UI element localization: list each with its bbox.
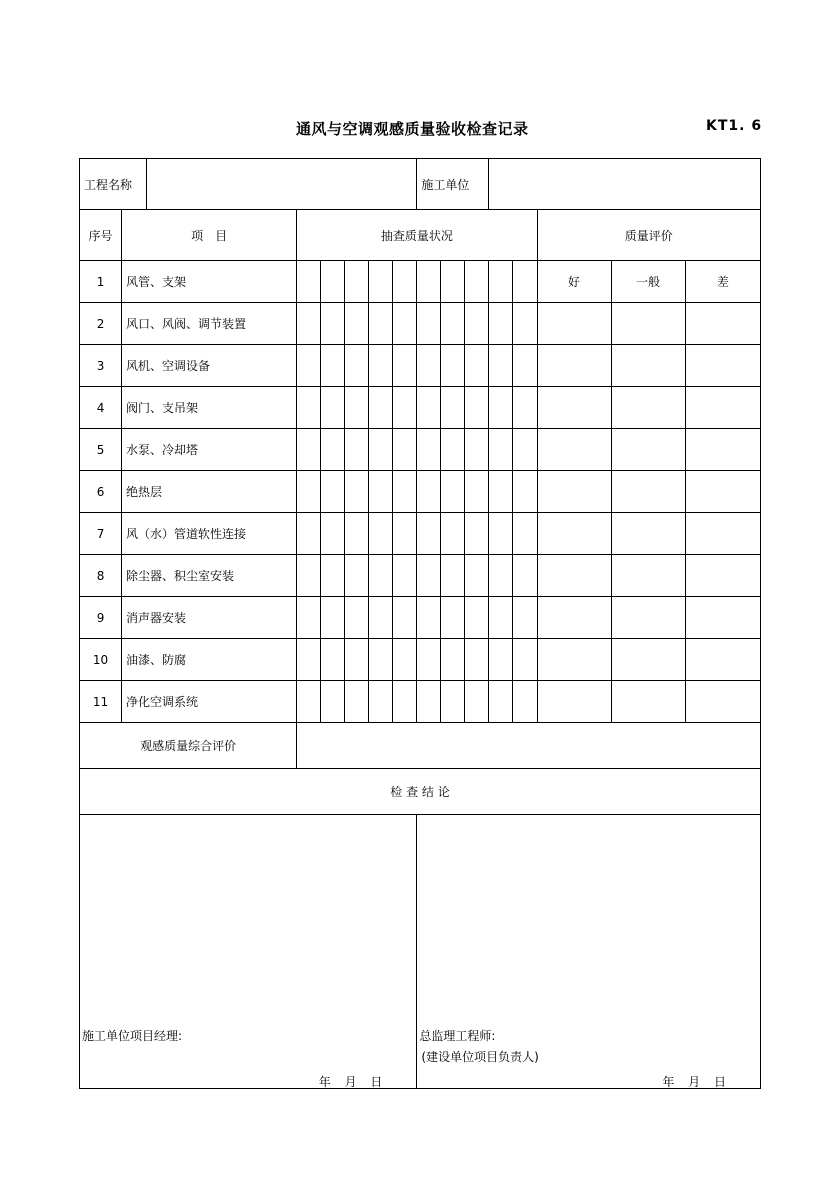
inspection-cell[interactable] [513,345,537,387]
project-manager-label: 施工单位项目经理: [82,1029,183,1043]
row-number: 4 [80,387,122,429]
inspection-cell[interactable] [489,261,513,303]
inspection-cell[interactable] [465,597,489,639]
inspection-cell[interactable] [441,555,465,597]
inspection-cell[interactable] [417,513,441,555]
inspection-cell[interactable] [393,639,417,681]
evaluation-average-cell[interactable] [611,303,685,345]
inspection-cell[interactable] [345,345,369,387]
inspection-cell[interactable] [465,429,489,471]
inspection-cell[interactable] [513,513,537,555]
inspection-cell[interactable] [489,471,513,513]
owner-representative-label: (建设单位项目负责人) [421,1050,539,1064]
table-row [80,513,761,555]
inspection-cell[interactable] [297,471,321,513]
inspection-cell[interactable] [297,513,321,555]
inspection-cell[interactable] [321,261,345,303]
row-item: 净化空调系统 [122,681,297,723]
evaluation-good-cell[interactable] [537,303,611,345]
row-number: 1 [80,261,122,303]
row-item: 风口、风阀、调节装置 [122,303,297,345]
row-number: 9 [80,597,122,639]
evaluation-good-cell[interactable] [537,597,611,639]
inspection-cell[interactable] [297,597,321,639]
inspection-cell[interactable] [369,639,393,681]
inspection-cell[interactable] [369,303,393,345]
inspection-cell[interactable] [321,429,345,471]
table-row [80,345,761,387]
row-item: 除尘器、积尘室安装 [122,555,297,597]
inspection-cell[interactable] [417,303,441,345]
evaluation-poor-cell[interactable] [685,555,760,597]
table-row [80,555,761,597]
inspection-cell[interactable] [441,471,465,513]
inspection-cell[interactable] [465,681,489,723]
inspection-cell[interactable] [321,303,345,345]
table-row [80,681,761,723]
inspection-cell[interactable] [297,429,321,471]
inspection-cell[interactable] [465,261,489,303]
inspection-cell[interactable] [513,303,537,345]
project-info-row [80,159,761,210]
inspection-cell[interactable] [393,261,417,303]
left-date: 年 月 日 [318,1075,383,1089]
inspection-cell[interactable] [393,597,417,639]
inspection-cell[interactable] [345,597,369,639]
construction-signature-area[interactable] [80,815,417,1089]
inspection-cell[interactable] [297,681,321,723]
inspection-cell[interactable] [369,345,393,387]
inspection-cell[interactable] [321,471,345,513]
inspection-cell[interactable] [297,387,321,429]
summary-field[interactable] [297,723,761,769]
project-name-label: 工程名称 [80,159,147,210]
inspection-cell[interactable] [393,345,417,387]
inspection-cell[interactable] [393,555,417,597]
table-row [80,387,761,429]
conclusion-label: 检 查 结 论 [80,769,761,815]
row-item: 风管、支架 [122,261,297,303]
form-code: KT1. 6 [706,118,763,134]
inspection-cell[interactable] [345,681,369,723]
seq-header: 序号 [80,210,122,261]
inspection-cell[interactable] [513,555,537,597]
form-title: 通风与空调观感质量验收检查记录 [296,120,529,138]
inspection-cell[interactable] [513,639,537,681]
inspection-cell[interactable] [297,639,321,681]
inspection-cell[interactable] [369,261,393,303]
inspection-cell[interactable] [345,261,369,303]
row-item: 水泵、冷却塔 [122,429,297,471]
inspection-cell[interactable] [369,387,393,429]
row-number: 2 [80,303,122,345]
inspection-cell[interactable] [417,471,441,513]
inspection-cell[interactable] [417,387,441,429]
inspection-cell[interactable] [345,471,369,513]
inspection-cell[interactable] [369,429,393,471]
evaluation-average-cell[interactable] [611,387,685,429]
inspection-cell[interactable] [513,261,537,303]
evaluation-poor-cell[interactable] [685,597,760,639]
inspection-cell[interactable] [321,639,345,681]
evaluation-good-cell[interactable] [537,345,611,387]
table-row [80,261,761,303]
inspection-cell[interactable] [513,597,537,639]
inspection-cell[interactable] [369,597,393,639]
inspection-cell[interactable] [465,639,489,681]
inspection-cell[interactable] [393,429,417,471]
row-number: 8 [80,555,122,597]
inspection-cell[interactable] [441,429,465,471]
inspection-cell[interactable] [489,429,513,471]
inspection-cell[interactable] [417,429,441,471]
evaluation-average-cell[interactable] [611,513,685,555]
table-row [80,639,761,681]
inspection-cell[interactable] [441,513,465,555]
inspection-cell[interactable] [513,471,537,513]
inspection-cell[interactable] [465,387,489,429]
inspection-cell[interactable] [417,681,441,723]
supervisor-signature-area[interactable] [417,815,761,1089]
evaluation-average-cell[interactable] [611,429,685,471]
inspection-cell[interactable] [369,471,393,513]
row-item: 阀门、支吊架 [122,387,297,429]
evaluation-average-cell[interactable] [611,471,685,513]
summary-row [80,723,761,769]
inspection-cell[interactable] [441,387,465,429]
row-item: 油漆、防腐 [122,639,297,681]
inspection-cell[interactable] [513,387,537,429]
evaluation-average-cell[interactable] [611,681,685,723]
inspection-cell[interactable] [465,345,489,387]
evaluation-poor-cell[interactable] [685,429,760,471]
inspection-cell[interactable] [441,681,465,723]
table-row [80,597,761,639]
inspection-cell[interactable] [345,303,369,345]
inspection-cell[interactable] [297,345,321,387]
inspection-cell[interactable] [465,555,489,597]
inspection-cell[interactable] [321,597,345,639]
inspection-cell[interactable] [297,303,321,345]
row-number: 7 [80,513,122,555]
inspection-cell[interactable] [441,639,465,681]
evaluation-poor-cell[interactable] [685,513,760,555]
inspection-cell[interactable] [321,387,345,429]
row-number: 6 [80,471,122,513]
chief-supervisor-label: 总监理工程师: [419,1029,496,1043]
signature-row [80,815,761,1089]
construction-unit-label: 施工单位 [417,159,489,210]
row-number: 10 [80,639,122,681]
evaluation-poor-cell[interactable] [685,471,760,513]
table-row [80,471,761,513]
evaluation-poor: 差 [685,261,760,303]
evaluation-good-cell[interactable] [537,513,611,555]
inspection-cell[interactable] [489,387,513,429]
evaluation-good: 好 [537,261,611,303]
inspection-cell[interactable] [489,555,513,597]
evaluation-header: 质量评价 [537,210,761,261]
inspection-cell[interactable] [345,555,369,597]
inspection-cell[interactable] [465,471,489,513]
inspection-cell[interactable] [441,597,465,639]
inspection-cell[interactable] [321,555,345,597]
inspection-form-table [79,158,761,1089]
inspection-cell[interactable] [321,345,345,387]
evaluation-poor-cell[interactable] [685,681,760,723]
conclusion-row [80,769,761,815]
evaluation-good-cell[interactable] [537,471,611,513]
inspection-cell[interactable] [489,597,513,639]
inspection-cell[interactable] [513,681,537,723]
evaluation-poor-cell[interactable] [685,639,760,681]
item-header: 项 目 [122,210,297,261]
inspection-cell[interactable] [441,261,465,303]
inspection-cell[interactable] [489,303,513,345]
row-number: 11 [80,681,122,723]
inspection-cell[interactable] [369,513,393,555]
inspection-cell[interactable] [417,555,441,597]
column-header-row [80,210,761,261]
evaluation-average-cell[interactable] [611,597,685,639]
row-number: 5 [80,429,122,471]
inspection-cell[interactable] [393,303,417,345]
inspection-cell[interactable] [369,681,393,723]
inspection-cell[interactable] [297,261,321,303]
inspection-cell[interactable] [465,303,489,345]
evaluation-average-cell[interactable] [611,345,685,387]
inspection-cell[interactable] [417,345,441,387]
inspection-cell[interactable] [393,513,417,555]
inspection-cell[interactable] [321,681,345,723]
row-number: 3 [80,345,122,387]
row-item: 风机、空调设备 [122,345,297,387]
right-date: 年 月 日 [662,1075,726,1089]
inspection-cell[interactable] [417,597,441,639]
evaluation-average-cell[interactable] [611,639,685,681]
inspection-cell[interactable] [441,345,465,387]
inspection-cell[interactable] [321,513,345,555]
inspection-cell[interactable] [489,639,513,681]
inspection-cell[interactable] [345,513,369,555]
row-item: 风（水）管道软性连接 [122,513,297,555]
inspection-cell[interactable] [489,345,513,387]
inspection-cell[interactable] [297,555,321,597]
inspection-cell[interactable] [393,387,417,429]
inspection-cell[interactable] [345,387,369,429]
construction-unit-field[interactable] [489,159,761,210]
evaluation-good-cell[interactable] [537,429,611,471]
inspection-cell[interactable] [489,681,513,723]
inspection-header: 抽查质量状况 [297,210,537,261]
summary-label: 观感质量综合评价 [80,723,297,769]
inspection-cell[interactable] [345,429,369,471]
inspection-cell[interactable] [465,513,489,555]
inspection-cell[interactable] [345,639,369,681]
inspection-cell[interactable] [441,303,465,345]
evaluation-good-cell[interactable] [537,681,611,723]
evaluation-good-cell[interactable] [537,387,611,429]
evaluation-good-cell[interactable] [537,639,611,681]
inspection-cell[interactable] [417,639,441,681]
evaluation-poor-cell[interactable] [685,345,760,387]
evaluation-poor-cell[interactable] [685,303,760,345]
inspection-cell[interactable] [393,681,417,723]
inspection-cell[interactable] [513,429,537,471]
evaluation-average-cell[interactable] [611,555,685,597]
evaluation-average: 一般 [611,261,685,303]
inspection-cell[interactable] [417,261,441,303]
inspection-cell[interactable] [489,513,513,555]
evaluation-poor-cell[interactable] [685,387,760,429]
row-item: 绝热层 [122,471,297,513]
evaluation-good-cell[interactable] [537,555,611,597]
inspection-cell[interactable] [369,555,393,597]
inspection-cell[interactable] [393,471,417,513]
table-row [80,303,761,345]
table-row [80,429,761,471]
row-item: 消声器安装 [122,597,297,639]
project-name-field[interactable] [147,159,417,210]
